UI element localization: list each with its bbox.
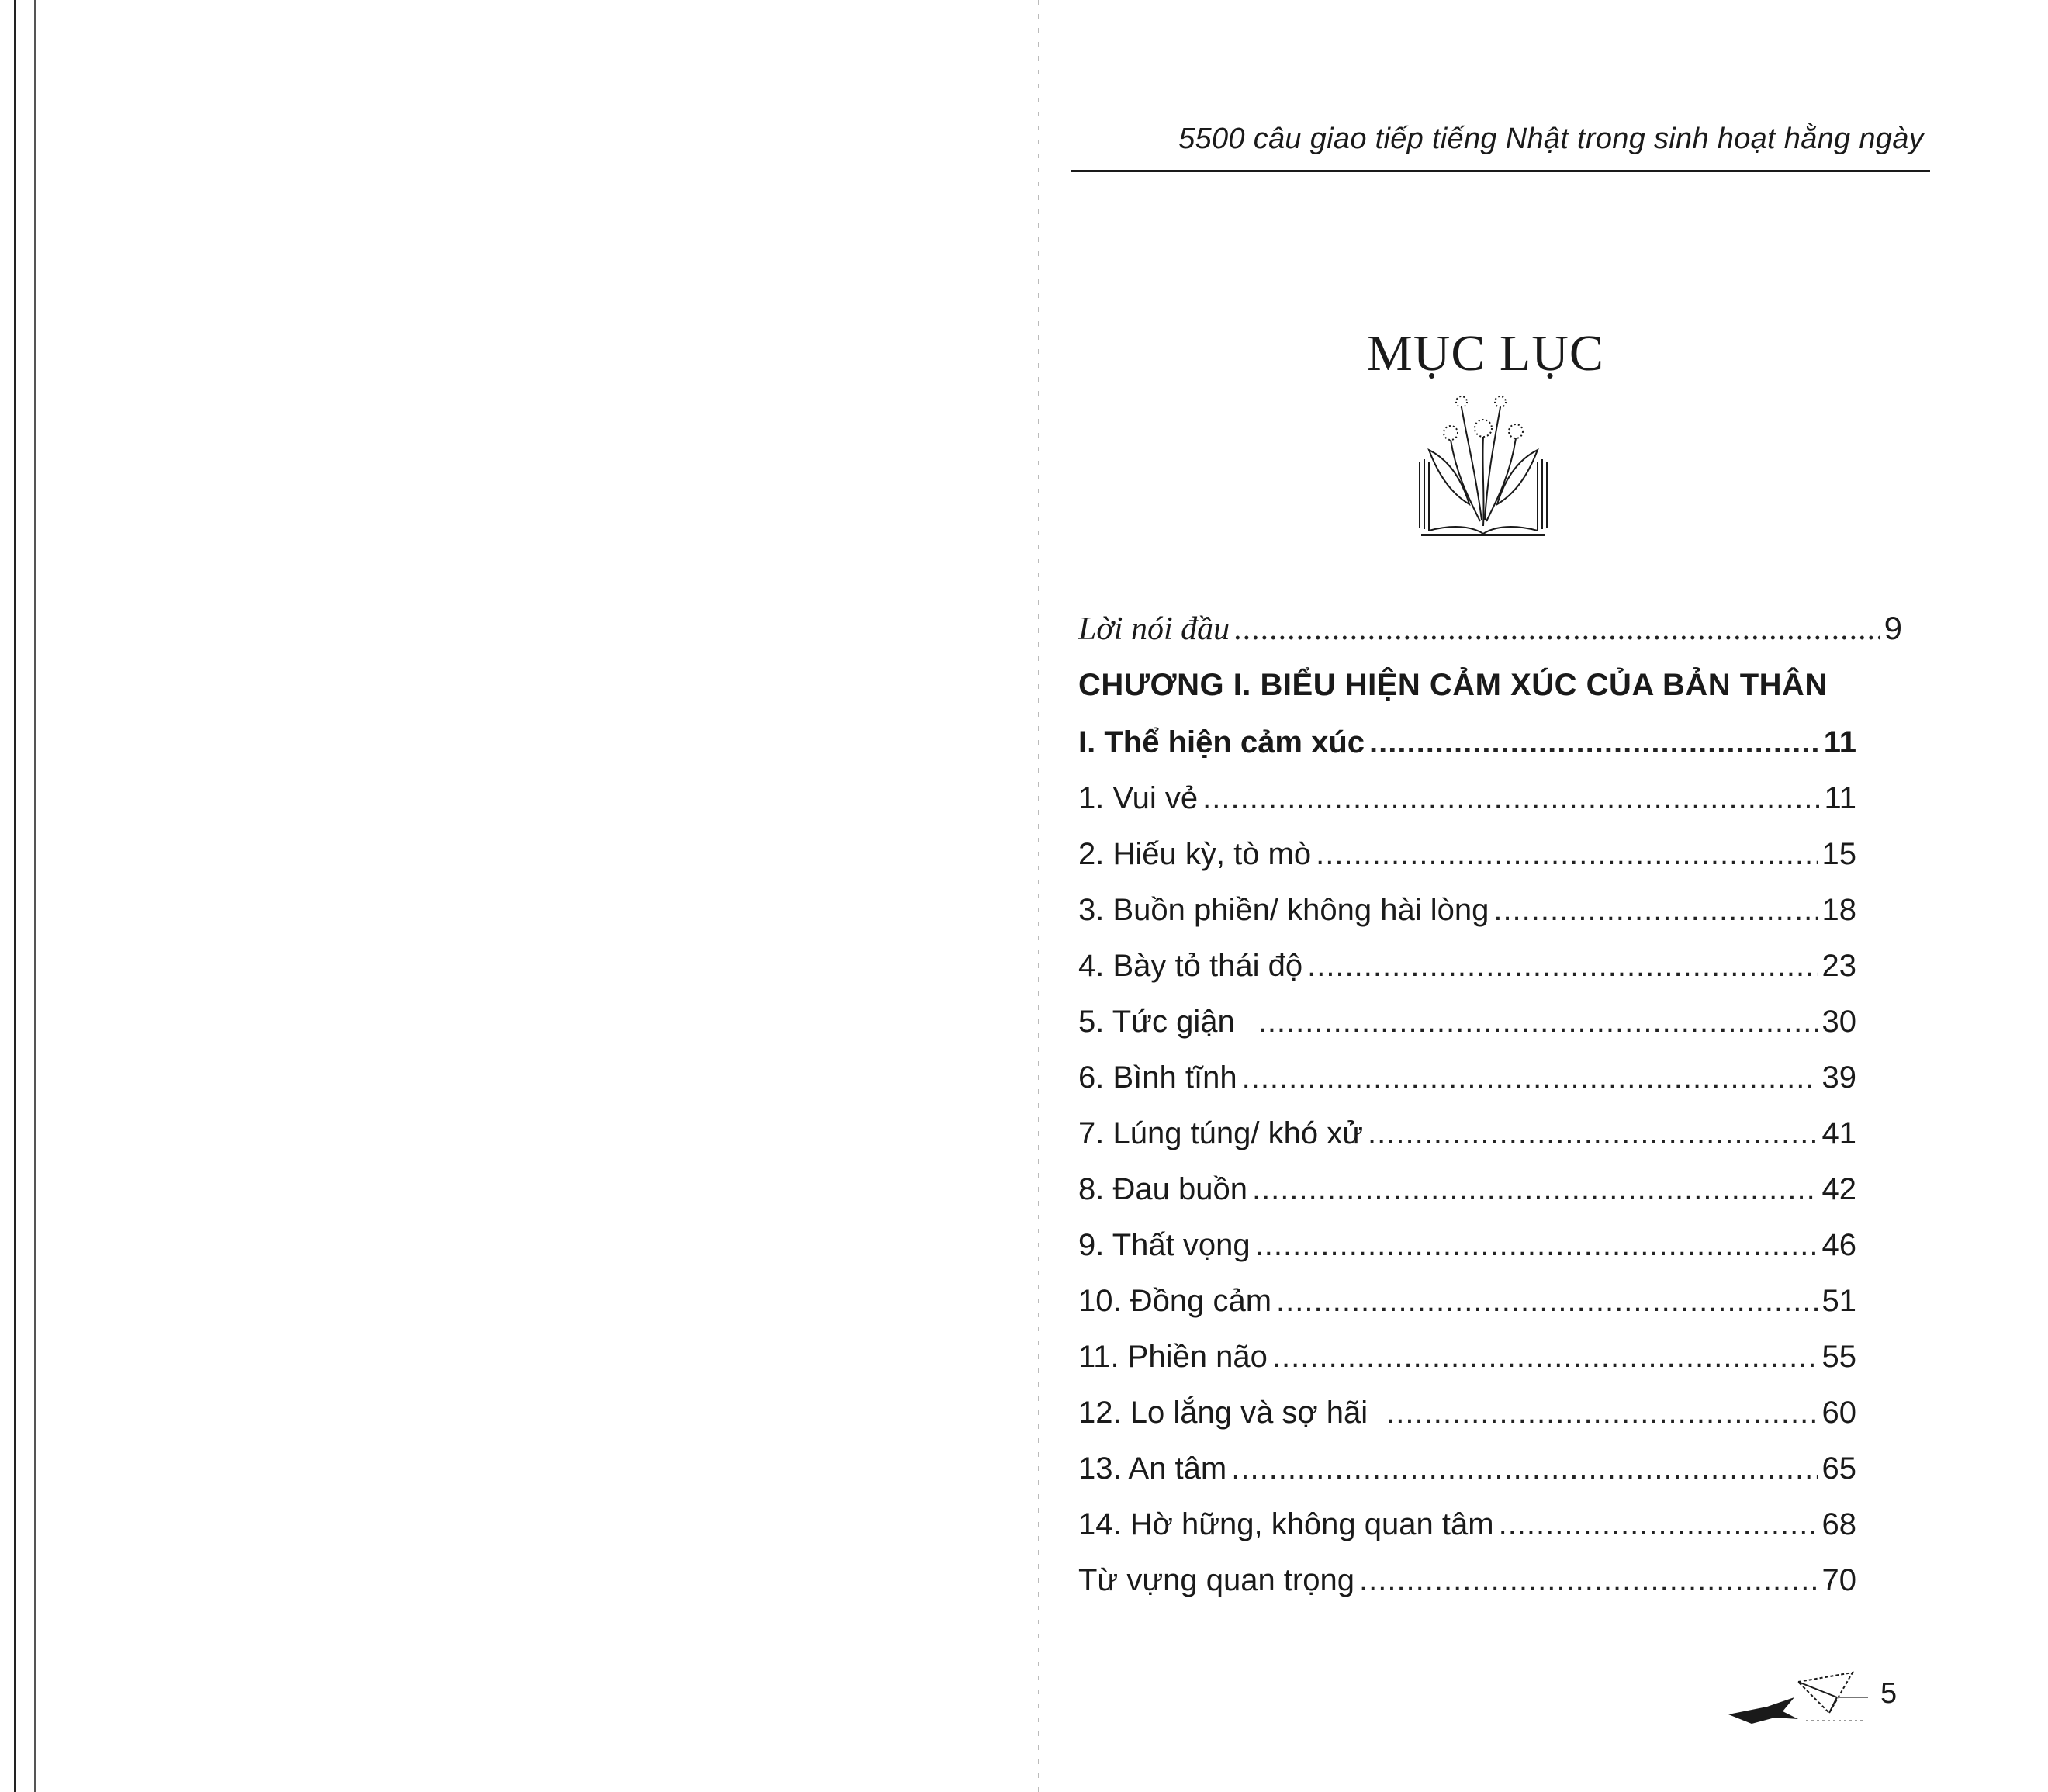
dot-leader	[1499, 1505, 1818, 1544]
toc-page-number: 68	[1821, 1507, 1856, 1541]
toc-page-number: 15	[1821, 837, 1856, 871]
dot-leader	[1316, 835, 1817, 874]
toc-entry-label: 4. Bày tỏ thái độ	[1078, 949, 1303, 983]
toc-heading: MỤC LỤC	[1367, 325, 1604, 382]
toc-page-number: 41	[1821, 1116, 1856, 1150]
toc-entry-label: 6. Bình tĩnh	[1078, 1060, 1237, 1095]
flower-book-icon	[1413, 388, 1553, 539]
toc-page-number: 60	[1821, 1396, 1856, 1430]
toc-entry[interactable]	[1078, 1002, 1856, 1041]
toc-entry[interactable]	[1078, 1337, 1856, 1376]
toc-page-number: 30	[1821, 1005, 1856, 1039]
toc-entry[interactable]	[1078, 1505, 1856, 1544]
dot-leader	[1202, 779, 1819, 818]
toc-page-number: 18	[1821, 893, 1856, 927]
toc-section[interactable]	[1078, 723, 1856, 762]
toc-entry-label: 9. Thất vọng	[1078, 1228, 1251, 1262]
toc-page-number: 23	[1821, 949, 1856, 983]
dot-leader	[1242, 1058, 1818, 1097]
dot-leader	[1252, 1170, 1818, 1209]
toc-entry-label: 1. Vui vẻ	[1078, 781, 1199, 815]
toc-entry[interactable]	[1078, 1114, 1856, 1153]
toc-entry[interactable]	[1078, 835, 1856, 874]
dot-leader	[1493, 891, 1817, 929]
toc-page-number: 39	[1821, 1060, 1856, 1095]
toc-entry-label: Từ vựng quan trọng	[1078, 1563, 1354, 1597]
toc-entry-label: 8. Đau buồn	[1078, 1172, 1247, 1206]
toc-entry-label: 12. Lo lắng và sợ hãi	[1078, 1396, 1368, 1430]
toc-section-label: I. Thể hiện cảm xúc	[1078, 725, 1365, 759]
toc-entry-label: 11. Phiền não	[1078, 1340, 1268, 1374]
dot-leader	[1272, 1337, 1818, 1376]
toc-entry-label: 13. An tâm	[1078, 1451, 1227, 1486]
toc-entry[interactable]	[1078, 1282, 1856, 1320]
paper-plane-icon	[1721, 1666, 1868, 1736]
toc-entry[interactable]	[1078, 1226, 1856, 1264]
toc-entry[interactable]	[1078, 1393, 1856, 1432]
toc-entry-label: 2. Hiếu kỳ, tò mò	[1078, 837, 1312, 871]
toc-entry[interactable]	[1078, 779, 1856, 818]
dot-leader	[1276, 1282, 1817, 1320]
toc-entry-label: 10. Đồng cảm	[1078, 1284, 1272, 1318]
toc-entry-label: 5. Tức giận	[1078, 1005, 1235, 1039]
dot-leader	[1258, 1002, 1818, 1041]
toc-entry-label: 7. Lúng túng/ khó xử	[1078, 1116, 1364, 1150]
book-spine	[1038, 0, 1039, 1792]
toc-entry[interactable]	[1078, 1561, 1856, 1600]
toc-entry[interactable]	[1078, 1170, 1856, 1209]
running-header: 5500 câu giao tiếp tiếng Nhật trong sinh hoạt hằng ngày	[1178, 123, 1924, 155]
scan-edge-line	[14, 0, 16, 1792]
dot-leader	[1368, 1114, 1817, 1153]
page-number: 5	[1880, 1677, 1898, 1710]
toc-entry[interactable]	[1078, 1058, 1856, 1097]
header-rule	[1071, 170, 1930, 172]
toc-page-number: 9	[1884, 610, 1902, 646]
dot-leader	[1359, 1561, 1818, 1600]
toc-page-number: 65	[1821, 1451, 1856, 1486]
dot-leader	[1369, 723, 1819, 762]
toc-page-number: 42	[1821, 1172, 1856, 1206]
dot-leader	[1231, 1449, 1817, 1488]
toc-page-number: 55	[1821, 1340, 1856, 1374]
toc-page-number: 46	[1821, 1228, 1856, 1262]
toc-preface-label: Lời nói đầu	[1078, 611, 1230, 647]
dot-leader	[1234, 610, 1880, 649]
toc-page-number: 70	[1821, 1563, 1856, 1597]
toc-page-number: 11	[1824, 781, 1856, 815]
toc-entry-label: 14. Hờ hững, không quan tâm	[1078, 1507, 1494, 1541]
toc-preface[interactable]	[1078, 609, 1902, 649]
scan-edge-line	[34, 0, 36, 1792]
toc-page-number: 11	[1823, 725, 1856, 759]
toc-entry[interactable]	[1078, 891, 1856, 929]
toc-entry-label: 3. Buồn phiền/ không hài lòng	[1078, 893, 1489, 927]
toc-entry[interactable]	[1078, 946, 1856, 985]
dot-leader	[1386, 1393, 1817, 1432]
toc-chapter-heading: CHƯƠNG I. BIỂU HIỆN CẢM XÚC CỦA BẢN THÂN	[1078, 668, 1828, 702]
toc-page-number: 51	[1821, 1284, 1856, 1318]
dot-leader	[1255, 1226, 1818, 1264]
dot-leader	[1307, 946, 1817, 985]
toc-entry[interactable]	[1078, 1449, 1856, 1488]
